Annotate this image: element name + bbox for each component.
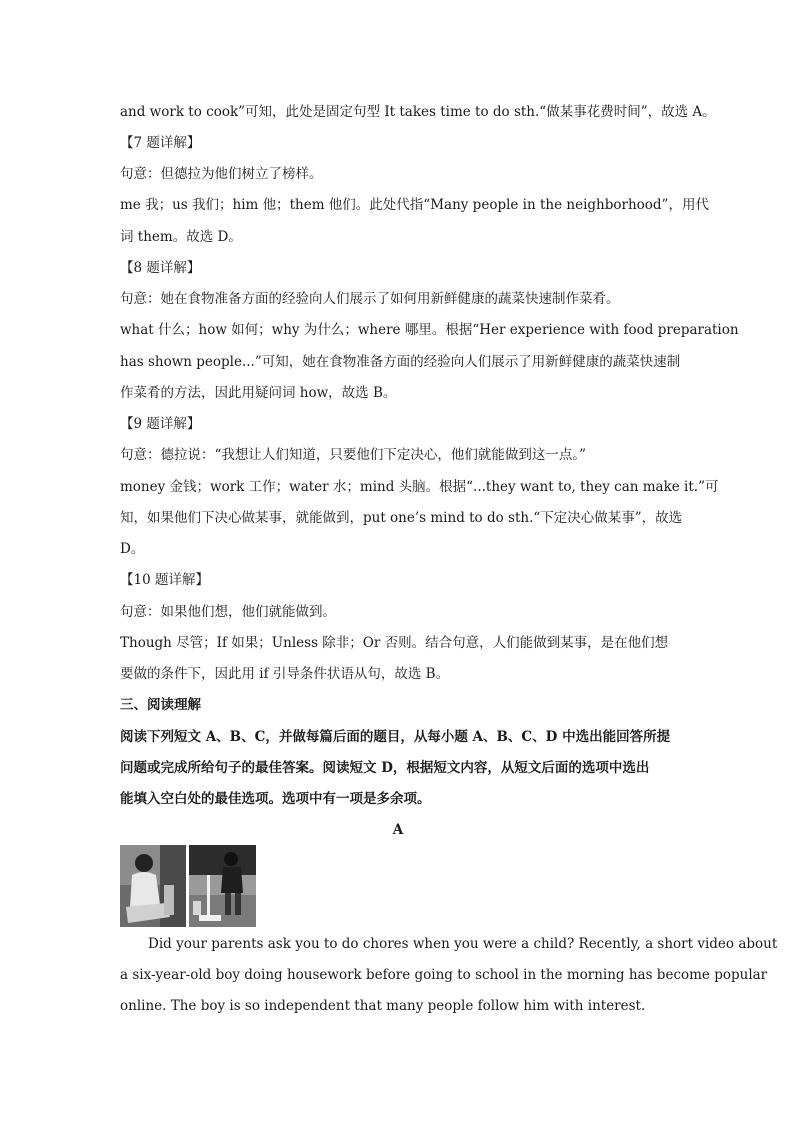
subheading-q10: 【10 题详解】 <box>120 572 209 588</box>
instruction-line: 阅读下列短文 A、B、C，并做每篇后面的题目，从每小题 A、B、C、D 中选出能回答所提 <box>120 729 671 745</box>
instruction-line: 问题或完成所给句子的最佳答案。阅读短文 D，根据短文内容，从短文后面的选项中选出 <box>120 760 650 776</box>
subheading-q7: 【7 题详解】 <box>120 135 201 151</box>
text-line: 作菜肴的方法，因此用疑问词 how，故选 B。 <box>120 385 397 401</box>
text-line: me 我；us 我们；him 他；them 他们。此处代指“Many people in the neighborhood”，用代 <box>120 197 709 213</box>
text-line: and work to cook”可知，此处是固定句型 It takes time to do sth.“做某事花费时间”，故选 A。 <box>120 104 716 120</box>
section-heading: 三、阅读理解 <box>120 697 201 713</box>
subheading-q8: 【8 题详解】 <box>120 260 201 276</box>
text-line: 知，如果他们下决心做某事，就能做到，put one’s mind to do sth.“下定决心做某事”，故选 <box>120 510 683 526</box>
text-line: Though 尽管；If 如果；Unless 除非；Or 否则。结合句意，人们能做到某事，是在他们想 <box>120 635 669 651</box>
text-line: D。 <box>120 541 145 557</box>
text-line: has shown people...”可知，她在食物准备方面的经验向人们展示了用新鲜健康的蔬菜快速制 <box>120 354 681 370</box>
text-line: 句意：但德拉为他们树立了榜样。 <box>120 166 323 182</box>
text-line: 句意：她在食物准备方面的经验向人们展示了如何用新鲜健康的蔬菜快速制作菜肴。 <box>120 291 620 307</box>
passage-photos <box>120 845 256 927</box>
text-line: 句意：德拉说：“我想让人们知道，只要他们下定决心，他们就能做到这一点。” <box>120 447 587 463</box>
photo-boy-cleaning <box>189 845 256 927</box>
text-line: what 什么；how 如何；why 为什么；where 哪里。根据“Her experience with food preparation <box>120 322 739 338</box>
text-line: money 金钱；work 工作；water 水；mind 头脑。根据“...they want to, they can make it.”可 <box>120 479 719 495</box>
passage-text-line: Did your parents ask you to do chores when you were a child? Recently, a short video about <box>148 936 778 952</box>
text-line: 句意：如果他们想，他们就能做到。 <box>120 604 336 620</box>
text-line: 要做的条件下，因此用 if 引导条件状语从句，故选 B。 <box>120 666 450 682</box>
instruction-line: 能填入空白处的最佳选项。选项中有一项是多余项。 <box>120 791 431 807</box>
subheading-q9: 【9 题详解】 <box>120 416 201 432</box>
passage-label: A <box>392 822 404 838</box>
photo-boy-sitting <box>120 845 186 927</box>
text-line: 词 them。故选 D。 <box>120 229 242 245</box>
passage-text-line: online. The boy is so independent that many people follow him with interest. <box>120 998 646 1014</box>
passage-text-line: a six-year-old boy doing housework before going to school in the morning has become popular <box>120 967 768 983</box>
